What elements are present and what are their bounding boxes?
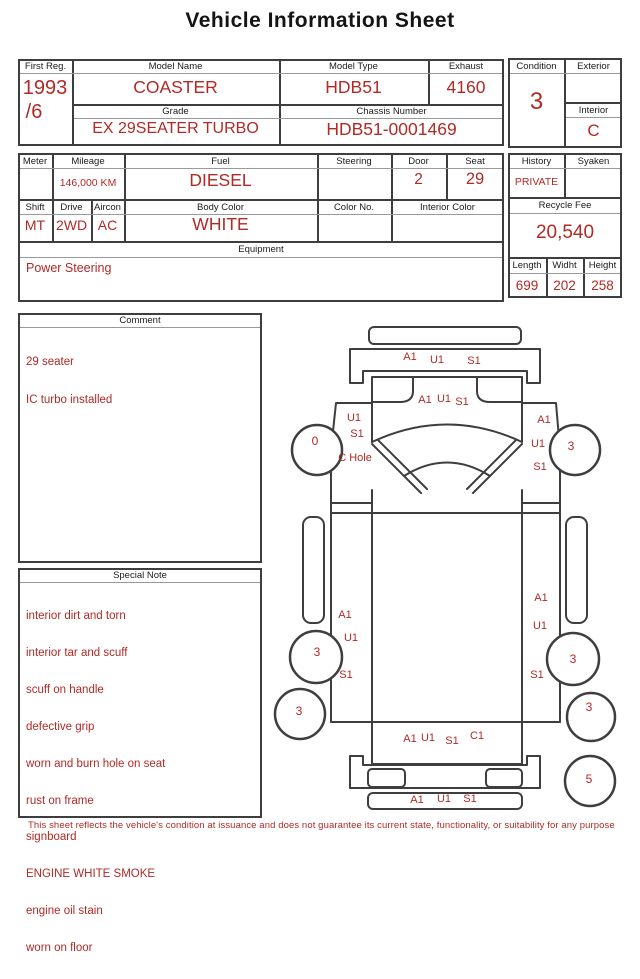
recycle-fee-label: Recycle Fee: [538, 200, 592, 211]
door-value: 2: [414, 171, 423, 188]
comment-line: 29 seater: [26, 356, 74, 368]
history-label: History: [521, 156, 552, 167]
header-underline: [20, 168, 502, 169]
special-note-line: worn and burn hole on seat: [26, 757, 166, 770]
vehicle-damage-diagram: [270, 315, 640, 820]
rear-bumper-mark: U1: [436, 793, 452, 805]
length-label: Length: [512, 260, 542, 271]
drive-label: Drive: [60, 202, 83, 213]
header-underline: [510, 168, 620, 169]
recycle-fee-value: 20,540: [535, 222, 595, 243]
equipment-value: Power Steering: [26, 261, 112, 275]
grid-line: [564, 102, 622, 104]
condition-label: Condition: [516, 61, 557, 72]
special-note-line: ENGINE WHITE SMOKE: [26, 868, 156, 881]
comment-text: [26, 332, 112, 431]
mileage-label: Mileage: [71, 156, 105, 167]
aircon-value: AC: [97, 217, 118, 233]
wheel-front-right: [550, 425, 600, 475]
grid-line: [18, 241, 504, 243]
rear-mark: S1: [445, 735, 459, 747]
special-note-line: engine oil stain: [26, 905, 103, 918]
header-underline: [510, 213, 620, 214]
special-note-line: interior tar and scuff: [26, 646, 128, 659]
hood-mark: S1: [455, 396, 469, 408]
header-underline: [510, 73, 620, 74]
comment-label: Comment: [119, 315, 161, 326]
page-title: Vehicle Information Sheet: [185, 9, 455, 32]
special-note-line: worn on floor: [26, 942, 93, 955]
right-fender-mark: S1: [533, 461, 547, 473]
wheel-rear-left-badge: 3: [295, 704, 303, 718]
front-roof-strip: [369, 327, 521, 344]
left-fender-mark: C Hole: [338, 452, 372, 464]
front-mark: A1: [403, 351, 417, 363]
header-underline: [20, 327, 260, 328]
rear-mark: A1: [403, 733, 417, 745]
equipment-label: Equipment: [238, 244, 284, 255]
front-mark: S1: [467, 355, 481, 367]
wheel-mid-left-badge: 3: [313, 645, 321, 659]
grade-label: Grade: [162, 106, 189, 117]
interior-grade: C: [587, 121, 600, 140]
syaken-label: Syaken: [577, 156, 610, 167]
right-side-mark: A1: [534, 592, 548, 604]
fuel-value: DIESEL: [189, 170, 252, 190]
first-reg-label: First Reg.: [24, 61, 67, 72]
right-fender-mark: U1: [530, 438, 546, 450]
right-side-mark: S1: [530, 669, 544, 681]
rear-mark: U1: [420, 732, 436, 744]
special-note-text: [26, 586, 165, 979]
rear-bumper-mark: A1: [410, 794, 424, 806]
header-underline: [510, 273, 620, 274]
color-no-label: Color No.: [333, 202, 375, 213]
right-fender-mark: A1: [537, 414, 551, 426]
comment-line: IC turbo installed: [26, 393, 113, 406]
special-note-line: signboard: [26, 831, 77, 844]
right-a-pillar: [467, 440, 522, 493]
left-a-pillar: [372, 440, 427, 493]
chassis-value: HDB51-0001469: [326, 119, 457, 139]
right-side-strip: [566, 517, 587, 623]
aircon-label: Aircon: [94, 202, 121, 213]
body-color-value: WHITE: [192, 214, 249, 234]
drive-value: 2WD: [55, 217, 88, 233]
grade-value: EX 29SEATER TURBO: [92, 120, 259, 137]
width-value: 202: [553, 278, 576, 293]
fuel-label: Fuel: [211, 156, 230, 167]
shift-value: MT: [24, 217, 46, 233]
left-side-strip: [303, 517, 324, 623]
left-side-mark: U1: [343, 632, 359, 644]
mileage-value: 146,000 KM: [59, 177, 117, 189]
hood-right-notch: [477, 377, 522, 402]
special-note-label: Special Note: [113, 570, 167, 581]
special-note-line: interior dirt and torn: [26, 610, 126, 622]
steering-label: Steering: [336, 156, 372, 167]
interior-color-label: Interior Color: [420, 202, 475, 213]
wheel-arch-steps: [331, 503, 560, 513]
header-underline: [20, 582, 260, 583]
spare-wheel-badge: 5: [585, 772, 593, 786]
grid-line: [508, 197, 622, 199]
meter-label: Meter: [22, 156, 48, 167]
door-label: Door: [408, 156, 429, 167]
first-reg-year: 1993: [22, 77, 68, 99]
first-reg-month: /6: [25, 101, 43, 123]
exhaust-label: Exhaust: [448, 61, 484, 72]
wheel-front-left-badge: 0: [311, 434, 319, 448]
chassis-label: Chassis Number: [356, 106, 427, 117]
right-side-mark: U1: [532, 620, 548, 632]
windshield-upper-arc: [372, 425, 522, 443]
interior-label: Interior: [578, 105, 609, 116]
wheel-front-right-badge: 3: [567, 439, 575, 453]
grid-line: [508, 257, 622, 259]
model-name-label: Model Name: [148, 61, 203, 72]
left-side-mark: A1: [338, 609, 352, 621]
wheel-front-left: [292, 425, 342, 475]
left-fender-mark: U1: [346, 412, 362, 424]
disclaimer-text: This sheet reflects the vehicle's condition at issuance and does not guarantee its current state, functionality, or suitability for any purpose: [28, 820, 615, 831]
height-label: Height: [588, 260, 617, 271]
exhaust-value: 4160: [446, 77, 486, 97]
model-type-label: Model Type: [329, 61, 378, 72]
header-underline: [20, 257, 502, 258]
header-underline: [566, 117, 620, 118]
header-underline: [20, 73, 502, 74]
rear-right-light: [486, 769, 522, 787]
left-side-mark: S1: [339, 669, 353, 681]
height-value: 258: [591, 278, 614, 293]
seat-value: 29: [465, 170, 485, 188]
wheel-mid-right-badge: 3: [569, 652, 577, 666]
model-type-value: HDB51: [325, 77, 382, 97]
hood-left-notch: [372, 377, 413, 402]
exterior-label: Exterior: [577, 61, 610, 72]
width-label: Widht: [552, 260, 577, 271]
left-fender-mark: S1: [350, 428, 364, 440]
special-note-line: defective grip: [26, 720, 95, 733]
hood-mark: A1: [418, 394, 432, 406]
hood-mark: U1: [436, 393, 452, 405]
body-color-label: Body Color: [197, 202, 244, 213]
special-note-line: rust on frame: [26, 794, 94, 807]
shift-label: Shift: [25, 202, 45, 213]
windshield-lower-arc: [404, 463, 490, 477]
model-name-value: COASTER: [133, 77, 218, 97]
condition-grade: 3: [529, 88, 544, 115]
history-value: PRIVATE: [514, 176, 559, 188]
rear-mark: C1: [469, 730, 485, 742]
rear-bumper-mark: S1: [463, 793, 477, 805]
wheel-rear-right-badge: 3: [585, 700, 593, 714]
seat-label: Seat: [465, 156, 485, 167]
rear-left-light: [368, 769, 405, 787]
front-mark: U1: [429, 354, 445, 366]
special-note-line: scuff on handle: [26, 683, 104, 696]
length-value: 699: [515, 278, 539, 293]
